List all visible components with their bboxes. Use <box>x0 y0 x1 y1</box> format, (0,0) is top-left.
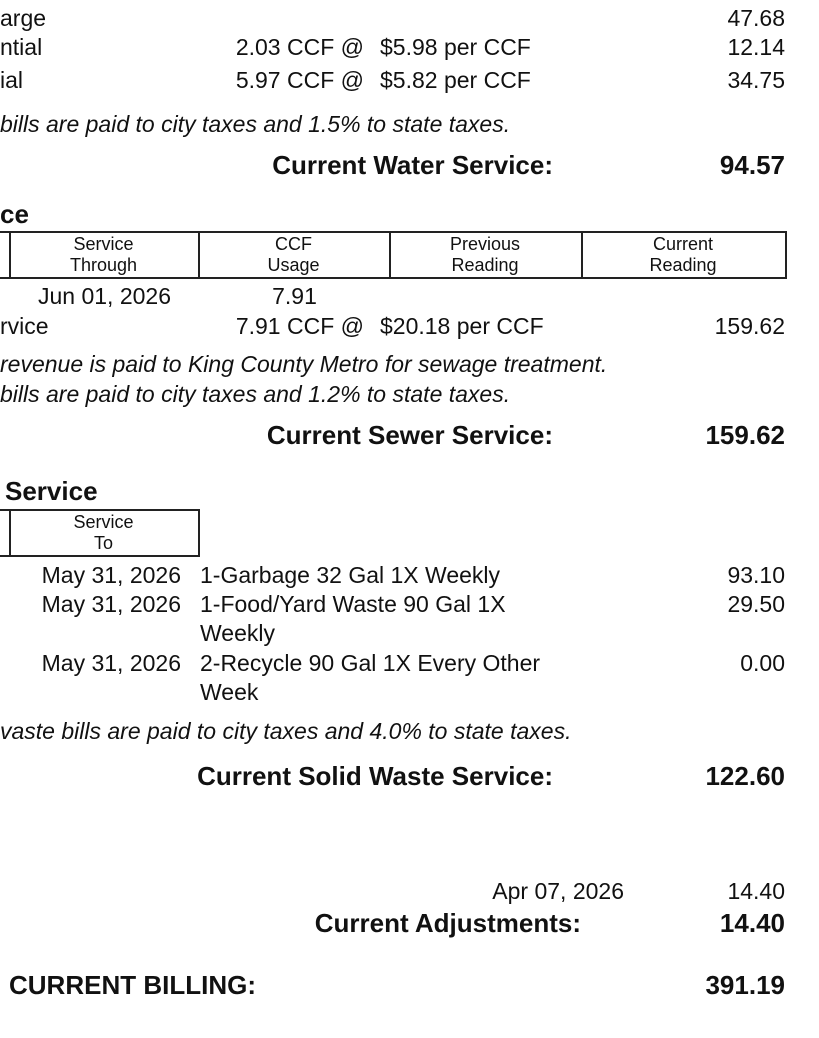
solid-waste-item-desc-cont: Week <box>200 679 259 705</box>
water-row-rate: $5.82 per CCF <box>380 67 531 93</box>
water-row-amount: 47.68 <box>727 5 785 31</box>
solid-waste-item-amount: 29.50 <box>727 591 785 617</box>
current-billing-total: 391.19 <box>705 970 785 1000</box>
adjustment-amount: 14.40 <box>727 878 785 904</box>
solid-waste-col-service-to: Service To <box>9 511 200 555</box>
solid-waste-item-desc-cont: Weekly <box>200 620 275 646</box>
sewer-total: 159.62 <box>705 420 785 450</box>
solid-waste-total-label: Current Solid Waste Service: <box>197 761 553 791</box>
sewer-service-label: rvice <box>0 313 49 339</box>
solid-waste-header-table <box>0 509 200 557</box>
water-row-qty: 2.03 CCF @ <box>235 34 364 60</box>
sewer-total-label: Current Sewer Service: <box>266 420 553 450</box>
current-billing-label: CURRENT BILLING: <box>9 970 256 1000</box>
sewer-col-current-reading: Current Reading <box>581 233 787 277</box>
sewer-metro-note: revenue is paid to King County Metro for sewage treatment. <box>0 351 608 377</box>
sewer-header-table <box>0 231 787 279</box>
sewer-service-through: Jun 01, 2026 <box>37 283 171 309</box>
water-row-rate: $5.98 per CCF <box>380 34 531 60</box>
adjustment-date: Apr 07, 2026 <box>492 878 624 904</box>
water-total-label: Current Water Service: <box>272 150 553 180</box>
solid-waste-item-amount: 93.10 <box>727 562 785 588</box>
water-row-qty: 5.97 CCF @ <box>235 67 364 93</box>
water-row-label: arge <box>0 5 47 31</box>
solid-waste-tax-note: vaste bills are paid to city taxes and 4.0% to state taxes. <box>0 718 572 744</box>
sewer-ccf-usage: 7.91 <box>272 283 317 309</box>
water-row-label: ntial <box>0 34 43 60</box>
solid-waste-item-desc: 2-Recycle 90 Gal 1X Every Other <box>200 650 541 676</box>
sewer-col-ccf-usage: CCF Usage <box>198 233 391 277</box>
water-row-amount: 12.14 <box>727 34 785 60</box>
sewer-col-service-through: Service Through <box>9 233 200 277</box>
sewer-service-rate: $20.18 per CCF <box>380 313 544 339</box>
water-tax-note: bills are paid to city taxes and 1.5% to state taxes. <box>0 111 511 137</box>
solid-waste-item-date: May 31, 2026 <box>41 591 181 617</box>
water-row-amount: 34.75 <box>727 67 785 93</box>
solid-waste-item-date: May 31, 2026 <box>41 562 181 588</box>
water-total: 94.57 <box>719 150 785 180</box>
sewer-service-qty: 7.91 CCF @ <box>235 313 364 339</box>
solid-waste-total: 122.60 <box>705 761 785 791</box>
adjustments-total: 14.40 <box>719 908 785 938</box>
solid-waste-item-desc: 1-Food/Yard Waste 90 Gal 1X <box>200 591 506 617</box>
adjustments-total-label: Current Adjustments: <box>314 908 581 938</box>
sewer-col-previous-reading: Previous Reading <box>389 233 583 277</box>
solid-waste-item-date: May 31, 2026 <box>41 650 181 676</box>
solid-waste-item-desc: 1-Garbage 32 Gal 1X Weekly <box>200 562 501 588</box>
sewer-heading: ce <box>0 199 29 229</box>
solid-waste-heading: Service <box>5 476 98 506</box>
sewer-tax-note: bills are paid to city taxes and 1.2% to state taxes. <box>0 381 511 407</box>
sewer-service-amount: 159.62 <box>714 313 785 339</box>
solid-waste-item-amount: 0.00 <box>740 650 785 676</box>
water-row-label: ial <box>0 67 24 93</box>
